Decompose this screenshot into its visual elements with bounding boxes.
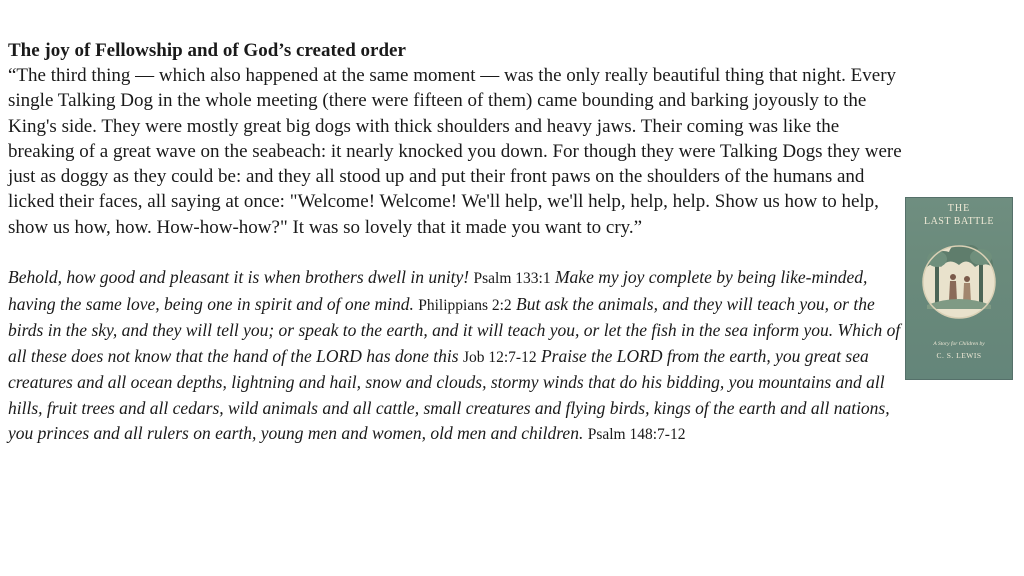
scripture-passages (8, 265, 906, 448)
verse-text: Make my joy complete by being like-minded, having the same love, being one in spirit and of one mind. (8, 267, 868, 314)
verse-reference: Job 12:7-12 (462, 348, 537, 366)
verse-reference: Psalm 133:1 (473, 270, 551, 288)
book-quote: “The third thing — which also happened at the same moment — was the only really beautiful thing that night. Every single Talking Dog in the whole meeting (there were fifteen of them) came bounding and barking joyously to the King's side. They were mostly great big dogs with thick shoulders and heavy jaws. Their coming was like the breaking of a great wave on the seabeach: it nearly knocked you down. For though they were Talking Dogs they were just as doggy as they could be: and they all stood up and put their front paws on the shoulders of the humans and licked their faces, all saying at once: "Welcome! Welcome! We'll help, we'll help, help, help. Show us how to help, show us how, how. How-how-how?" It was so lovely that it made you want to cry.” (8, 65, 902, 238)
verse-text: Praise the LORD from the earth, you great sea creatures and all ocean depths, lightning and hail, snow and clouds, stormy winds that do his bidding, you mountains and all hills, fruit trees and all cedars, wild animals and all cattle, small creatures and flying birds, kings of the earth and all nations, you princes and all rulers on earth, young men and women, old men and children. (8, 345, 890, 444)
verse-reference: Psalm 148:7-12 (587, 426, 686, 444)
book-title-line1: THE (947, 203, 971, 214)
verse-text: But ask the animals, and they will teach you, or the birds in the sky, and they will tell you; or speak to the earth, and it will teach you, or let the fish in the sea inform you. Which of all these does not know that the hand of the LORD has done this (8, 293, 901, 366)
cover-illustration-icon (923, 245, 995, 318)
book-cover-image (905, 197, 1013, 380)
book-cover-illustration (905, 197, 1013, 380)
book-author: C. S. LEWIS (936, 351, 982, 360)
book-title-line2: LAST BATTLE (923, 216, 995, 227)
slide-heading: The joy of Fellowship and of God’s created order (8, 40, 406, 61)
book-subtitle: A Story for Children by (933, 341, 985, 347)
text-block (8, 38, 906, 448)
verse-text: Behold, how good and pleasant it is when brothers dwell in unity! (8, 267, 470, 288)
verse-reference: Philippians 2:2 (418, 296, 512, 314)
